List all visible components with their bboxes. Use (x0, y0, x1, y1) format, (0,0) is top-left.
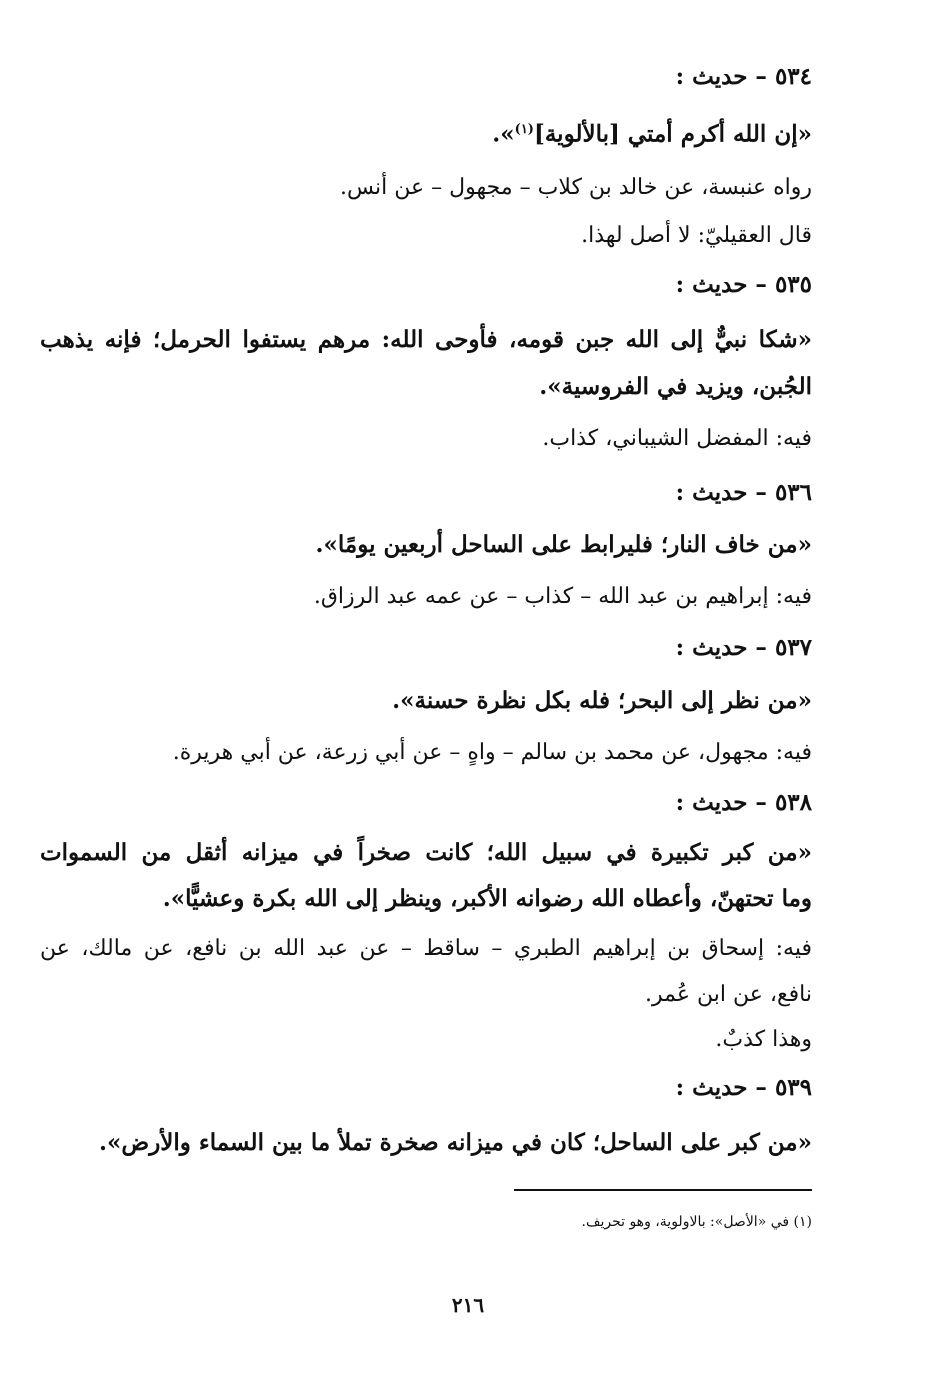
hadith-quote: «من خاف النار؛ فليرابط على الساحل أربعين يومًا». (315, 531, 812, 558)
narration-text: فيه: المفضل الشيباني، كذاب. (542, 426, 812, 451)
entry-heading: ٥٣٦ – حديث : (675, 479, 812, 506)
hadith-quote: «من نظر إلى البحر؛ فله بكل نظرة حسنة». (392, 687, 812, 714)
footnote-marker: (١) (514, 122, 534, 137)
hadith-quote: «شكا نبيٌّ إلى الله جبن قومه، فأوحى الله: مرهم يستفوا الحرمل؛ فإنه يذهب (40, 326, 812, 353)
hadith-quote: وما تحتهنّ، وأعطاه الله رضوانه الأكبر، وينظر إلى الله بكرة وعشيًّا». (162, 885, 812, 912)
hadith-quote: «من كبر على الساحل؛ كان في ميزانه صخرة تملأ ما بين السماء والأرض». (99, 1129, 812, 1156)
page-number: ٢١٦ (451, 1293, 485, 1317)
hadith-quote: الجُبن، ويزيد في الفروسية». (539, 373, 812, 400)
entry-heading: ٥٣٥ – حديث : (675, 271, 812, 298)
hadith-quote: «من كبر تكبيرة في سبيل الله؛ كانت صخراً في ميزانه أثقل من السموات (40, 839, 812, 866)
narration-text: رواه عنبسة، عن خالد بن كلاب – مجهول – عن أنس. (340, 175, 812, 200)
entry-heading: ٥٣٨ – حديث : (675, 789, 812, 816)
entry-heading: ٥٣٧ – حديث : (675, 634, 812, 661)
narration-text: نافع، عن ابن عُمر. (645, 982, 812, 1007)
narration-text: فيه: مجهول، عن محمد بن سالم – واهٍ – عن أبي زرعة، عن أبي هريرة. (172, 740, 812, 765)
footnote: (١) في «الأصل»: بالاولوية، وهو تحريف. (581, 1214, 812, 1230)
hadith-quote: «إن الله أكرم أمتي [بالألوية]$^{(١)}$». (492, 120, 812, 148)
entry-heading: ٥٣٤ – حديث : (675, 63, 812, 90)
narration-text: وهذا كذبٌ. (715, 1027, 812, 1052)
footnote-separator (514, 1189, 812, 1191)
narration-text: قال العقيليّ: لا أصل لهذا. (581, 223, 812, 248)
entry-heading: ٥٣٩ – حديث : (675, 1074, 812, 1101)
narration-text: فيه: إسحاق بن إبراهيم الطبري – ساقط – عن عبد الله بن نافع، عن مالك، عن (40, 936, 812, 961)
narration-text: فيه: إبراهيم بن عبد الله – كذاب – عن عمه عبد الرزاق. (313, 584, 812, 609)
